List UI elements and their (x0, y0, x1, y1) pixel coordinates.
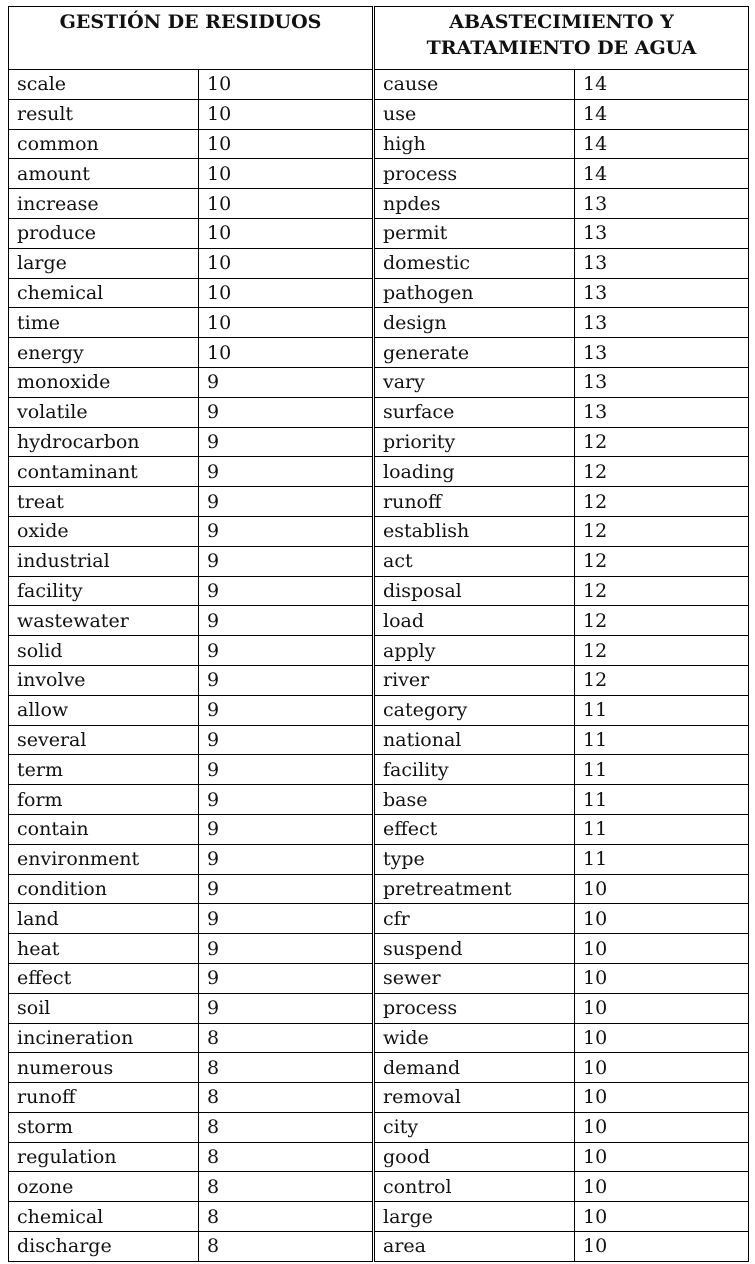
water-supply-header: ABASTECIMIENTO Y TRATAMIENTO DE AGUA (375, 7, 749, 70)
count-cell: 13 (575, 338, 749, 368)
table-row (9, 129, 373, 159)
term-cell: process (375, 993, 575, 1023)
term-cell: base (375, 785, 575, 815)
table-row (9, 189, 373, 219)
table-row (375, 1172, 749, 1202)
count-cell: 10 (199, 189, 373, 219)
count-cell: 9 (199, 725, 373, 755)
count-cell: 9 (199, 636, 373, 666)
count-cell: 13 (575, 308, 749, 338)
table-row (375, 874, 749, 904)
term-cell: environment (9, 844, 199, 874)
count-cell: 11 (575, 725, 749, 755)
term-cell: solid (9, 636, 199, 666)
table-row (375, 338, 749, 368)
term-cell: city (375, 1112, 575, 1142)
term-cell: large (375, 1202, 575, 1232)
count-cell: 8 (199, 1142, 373, 1172)
count-cell: 9 (199, 457, 373, 487)
term-cell: monoxide (9, 367, 199, 397)
table-row (375, 814, 749, 844)
term-cell: removal (375, 1083, 575, 1113)
table-row (9, 70, 373, 100)
term-cell: common (9, 129, 199, 159)
term-cell: apply (375, 636, 575, 666)
count-cell: 10 (575, 1172, 749, 1202)
table-row (375, 755, 749, 785)
term-cell: chemical (9, 1202, 199, 1232)
term-cell: effect (375, 814, 575, 844)
term-cell: chemical (9, 278, 199, 308)
waste-management-header: GESTIÓN DE RESIDUOS (9, 7, 373, 70)
term-cell: soil (9, 993, 199, 1023)
count-cell: 10 (199, 248, 373, 278)
table-row (9, 844, 373, 874)
table-row (9, 427, 373, 457)
term-cell: process (375, 159, 575, 189)
table-row (375, 189, 749, 219)
term-cell: large (9, 248, 199, 278)
count-cell: 9 (199, 606, 373, 636)
count-cell: 9 (199, 874, 373, 904)
term-cell: cfr (375, 904, 575, 934)
table-row (9, 1142, 373, 1172)
count-cell: 9 (199, 814, 373, 844)
term-cell: contaminant (9, 457, 199, 487)
table-row (375, 278, 749, 308)
count-cell: 11 (575, 785, 749, 815)
table-row (375, 427, 749, 457)
term-cell: vary (375, 367, 575, 397)
table-row (9, 665, 373, 695)
table-row (9, 367, 373, 397)
count-cell: 10 (575, 1202, 749, 1232)
term-cell: high (375, 129, 575, 159)
term-cell: energy (9, 338, 199, 368)
count-cell: 8 (199, 1112, 373, 1142)
term-cell: type (375, 844, 575, 874)
table-row (9, 993, 373, 1023)
table-row (375, 159, 749, 189)
count-cell: 8 (199, 1023, 373, 1053)
count-cell: 12 (575, 546, 749, 576)
term-cell: industrial (9, 546, 199, 576)
term-cell: suspend (375, 934, 575, 964)
table-row (375, 1112, 749, 1142)
table-row (9, 934, 373, 964)
table-row (375, 99, 749, 129)
count-cell: 10 (199, 218, 373, 248)
table-row (375, 70, 749, 100)
term-cell: treat (9, 487, 199, 517)
table-header-row (9, 7, 373, 70)
count-cell: 8 (199, 1053, 373, 1083)
table-row (9, 338, 373, 368)
table-row (9, 904, 373, 934)
table-row (9, 1202, 373, 1232)
count-cell: 10 (199, 308, 373, 338)
table-row (9, 516, 373, 546)
count-cell: 9 (199, 963, 373, 993)
term-cell: category (375, 695, 575, 725)
term-cell: wide (375, 1023, 575, 1053)
term-cell: river (375, 665, 575, 695)
waste-management-table (8, 6, 373, 1262)
table-row (375, 1023, 749, 1053)
table-row (375, 1232, 749, 1262)
table-row (9, 487, 373, 517)
term-cell: heat (9, 934, 199, 964)
term-cell: use (375, 99, 575, 129)
term-cell: numerous (9, 1053, 199, 1083)
term-cell: cause (375, 70, 575, 100)
count-cell: 10 (199, 278, 373, 308)
term-cell: wastewater (9, 606, 199, 636)
table-row (375, 934, 749, 964)
term-cell: domestic (375, 248, 575, 278)
count-cell: 14 (575, 70, 749, 100)
count-cell: 13 (575, 278, 749, 308)
table-row (375, 457, 749, 487)
count-cell: 10 (575, 934, 749, 964)
table-row (375, 308, 749, 338)
table-row (9, 159, 373, 189)
count-cell: 12 (575, 606, 749, 636)
table-row (9, 1112, 373, 1142)
table-row (9, 1083, 373, 1113)
count-cell: 10 (575, 963, 749, 993)
count-cell: 12 (575, 457, 749, 487)
term-cell: generate (375, 338, 575, 368)
count-cell: 12 (575, 516, 749, 546)
term-cell: discharge (9, 1232, 199, 1262)
count-cell: 9 (199, 785, 373, 815)
table-row (375, 516, 749, 546)
count-cell: 9 (199, 516, 373, 546)
count-cell: 9 (199, 427, 373, 457)
count-cell: 9 (199, 665, 373, 695)
term-cell: npdes (375, 189, 575, 219)
term-cell: pretreatment (375, 874, 575, 904)
water-supply-table (374, 6, 749, 1262)
count-cell: 11 (575, 814, 749, 844)
count-cell: 11 (575, 695, 749, 725)
table-row (9, 218, 373, 248)
term-cell: establish (375, 516, 575, 546)
count-cell: 10 (199, 159, 373, 189)
term-cell: pathogen (375, 278, 575, 308)
count-cell: 8 (199, 1083, 373, 1113)
table-row (375, 367, 749, 397)
table-row (375, 1202, 749, 1232)
table-row (375, 546, 749, 576)
term-cell: incineration (9, 1023, 199, 1053)
term-cell: national (375, 725, 575, 755)
table-row (9, 576, 373, 606)
count-cell: 9 (199, 487, 373, 517)
term-cell: several (9, 725, 199, 755)
table-row (9, 1172, 373, 1202)
term-cell: allow (9, 695, 199, 725)
term-cell: hydrocarbon (9, 427, 199, 457)
count-cell: 10 (199, 99, 373, 129)
count-cell: 9 (199, 695, 373, 725)
count-cell: 13 (575, 218, 749, 248)
table-row (375, 1083, 749, 1113)
count-cell: 9 (199, 397, 373, 427)
count-cell: 12 (575, 427, 749, 457)
term-cell: scale (9, 70, 199, 100)
count-cell: 9 (199, 576, 373, 606)
table-row (375, 636, 749, 666)
term-cell: load (375, 606, 575, 636)
table-row (375, 993, 749, 1023)
term-cell: runoff (9, 1083, 199, 1113)
table-header-row (375, 7, 749, 70)
count-cell: 9 (199, 904, 373, 934)
table-row (375, 1053, 749, 1083)
table-row (9, 397, 373, 427)
table-row (9, 1053, 373, 1083)
table-row (375, 487, 749, 517)
table-row (375, 129, 749, 159)
term-cell: facility (9, 576, 199, 606)
table-row (375, 606, 749, 636)
table-row (375, 963, 749, 993)
count-cell: 9 (199, 367, 373, 397)
table-row (375, 665, 749, 695)
count-cell: 9 (199, 844, 373, 874)
table-row (375, 904, 749, 934)
term-cell: result (9, 99, 199, 129)
count-cell: 13 (575, 397, 749, 427)
term-cell: land (9, 904, 199, 934)
table-row (375, 1142, 749, 1172)
count-cell: 11 (575, 844, 749, 874)
term-cell: area (375, 1232, 575, 1262)
table-row (375, 695, 749, 725)
table-row (9, 874, 373, 904)
term-cell: oxide (9, 516, 199, 546)
term-cell: volatile (9, 397, 199, 427)
count-cell: 10 (575, 1112, 749, 1142)
count-cell: 8 (199, 1232, 373, 1262)
table-row (9, 308, 373, 338)
term-cell: loading (375, 457, 575, 487)
table-row (9, 636, 373, 666)
term-cell: act (375, 546, 575, 576)
count-cell: 10 (199, 70, 373, 100)
count-cell: 10 (575, 1053, 749, 1083)
term-cell: time (9, 308, 199, 338)
count-cell: 12 (575, 487, 749, 517)
table-row (375, 785, 749, 815)
term-cell: amount (9, 159, 199, 189)
term-cell: facility (375, 755, 575, 785)
table-row (9, 278, 373, 308)
count-cell: 10 (199, 129, 373, 159)
table-row (9, 1023, 373, 1053)
count-cell: 12 (575, 576, 749, 606)
term-cell: control (375, 1172, 575, 1202)
count-cell: 10 (199, 338, 373, 368)
term-cell: demand (375, 1053, 575, 1083)
count-cell: 8 (199, 1172, 373, 1202)
count-cell: 9 (199, 934, 373, 964)
count-cell: 10 (575, 1083, 749, 1113)
term-cell: good (375, 1142, 575, 1172)
term-cell: surface (375, 397, 575, 427)
table-row (9, 785, 373, 815)
count-cell: 11 (575, 755, 749, 785)
term-cell: permit (375, 218, 575, 248)
table-row (9, 963, 373, 993)
table-row (375, 844, 749, 874)
term-cell: disposal (375, 576, 575, 606)
count-cell: 10 (575, 993, 749, 1023)
term-cell: regulation (9, 1142, 199, 1172)
term-cell: involve (9, 665, 199, 695)
table-row (375, 218, 749, 248)
term-cell: runoff (375, 487, 575, 517)
count-cell: 13 (575, 189, 749, 219)
count-cell: 10 (575, 1232, 749, 1262)
table-row (9, 725, 373, 755)
count-cell: 14 (575, 129, 749, 159)
term-cell: effect (9, 963, 199, 993)
count-cell: 10 (575, 904, 749, 934)
term-cell: term (9, 755, 199, 785)
term-cell: increase (9, 189, 199, 219)
term-cell: contain (9, 814, 199, 844)
table-row (9, 546, 373, 576)
term-cell: condition (9, 874, 199, 904)
table-row (9, 814, 373, 844)
count-cell: 9 (199, 993, 373, 1023)
table-row (9, 248, 373, 278)
table-row (9, 606, 373, 636)
table-row (9, 1232, 373, 1262)
count-cell: 10 (575, 874, 749, 904)
term-cell: design (375, 308, 575, 338)
table-row (9, 99, 373, 129)
table-row (375, 397, 749, 427)
count-cell: 10 (575, 1142, 749, 1172)
count-cell: 14 (575, 99, 749, 129)
term-cell: storm (9, 1112, 199, 1142)
term-cell: priority (375, 427, 575, 457)
term-cell: ozone (9, 1172, 199, 1202)
term-cell: produce (9, 218, 199, 248)
table-row (375, 725, 749, 755)
table-row (9, 457, 373, 487)
count-cell: 9 (199, 755, 373, 785)
count-cell: 8 (199, 1202, 373, 1232)
count-cell: 12 (575, 665, 749, 695)
count-cell: 10 (575, 1023, 749, 1053)
count-cell: 13 (575, 248, 749, 278)
count-cell: 12 (575, 636, 749, 666)
table-row (375, 576, 749, 606)
term-cell: sewer (375, 963, 575, 993)
table-row (9, 695, 373, 725)
count-cell: 9 (199, 546, 373, 576)
table-row (375, 248, 749, 278)
count-cell: 14 (575, 159, 749, 189)
term-cell: form (9, 785, 199, 815)
count-cell: 13 (575, 367, 749, 397)
table-row (9, 755, 373, 785)
